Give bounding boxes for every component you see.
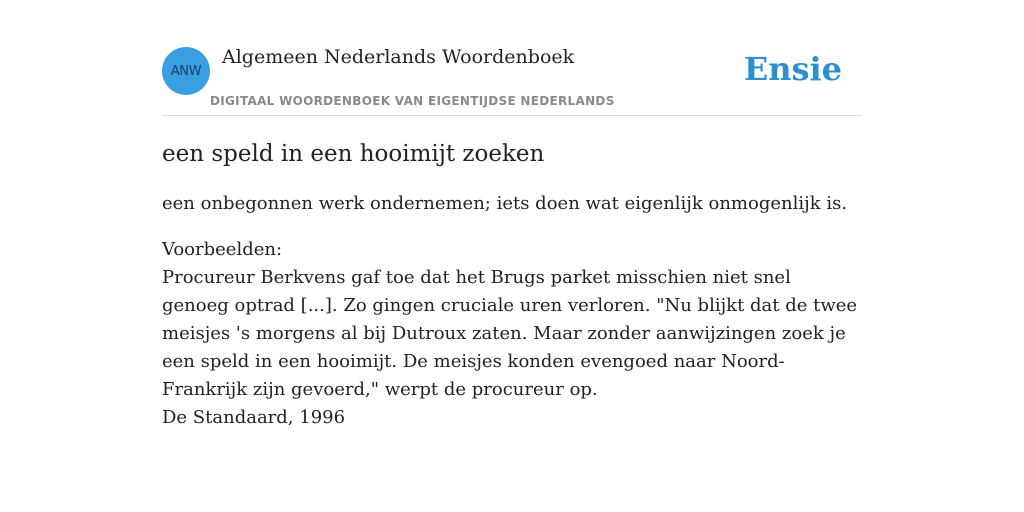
site-subtitle: DIGITAAL WOORDENBOEK VAN EIGENTIJDSE NEDERLANDS: [210, 94, 615, 108]
example-text: Procureur Berkvens gaf toe dat het Brugs parket misschien niet snel genoeg optrad [...]. Zo gingen cruciale uren verloren. "Nu blijkt dat de twee meisjes 's morgens al bij Dutroux zaten. Maar zonder aanwijzingen zoek je een speld in een hooimijt. De meisjes konden evengoed naar Noord-Frankrijk zijn gevoerd," werpt de procureur op.: [162, 267, 858, 400]
entry-content: [162, 138, 862, 432]
examples-section: [162, 236, 862, 432]
ensie-brand-logo[interactable]: Ensie: [743, 50, 842, 88]
header-divider: [162, 115, 862, 116]
anw-logo[interactable]: [162, 47, 210, 95]
entry-definition: een onbegonnen werk ondernemen; iets doen wat eigenlijk onmogenlijk is.: [162, 193, 848, 214]
site-title[interactable]: Algemeen Nederlands Woordenboek: [222, 46, 575, 68]
example-source: De Standaard, 1996: [162, 407, 346, 428]
entry-headword: een speld in een hooimijt zoeken: [162, 141, 545, 167]
logo-text: ANW: [170, 63, 202, 79]
examples-label: Voorbeelden:: [162, 239, 283, 260]
